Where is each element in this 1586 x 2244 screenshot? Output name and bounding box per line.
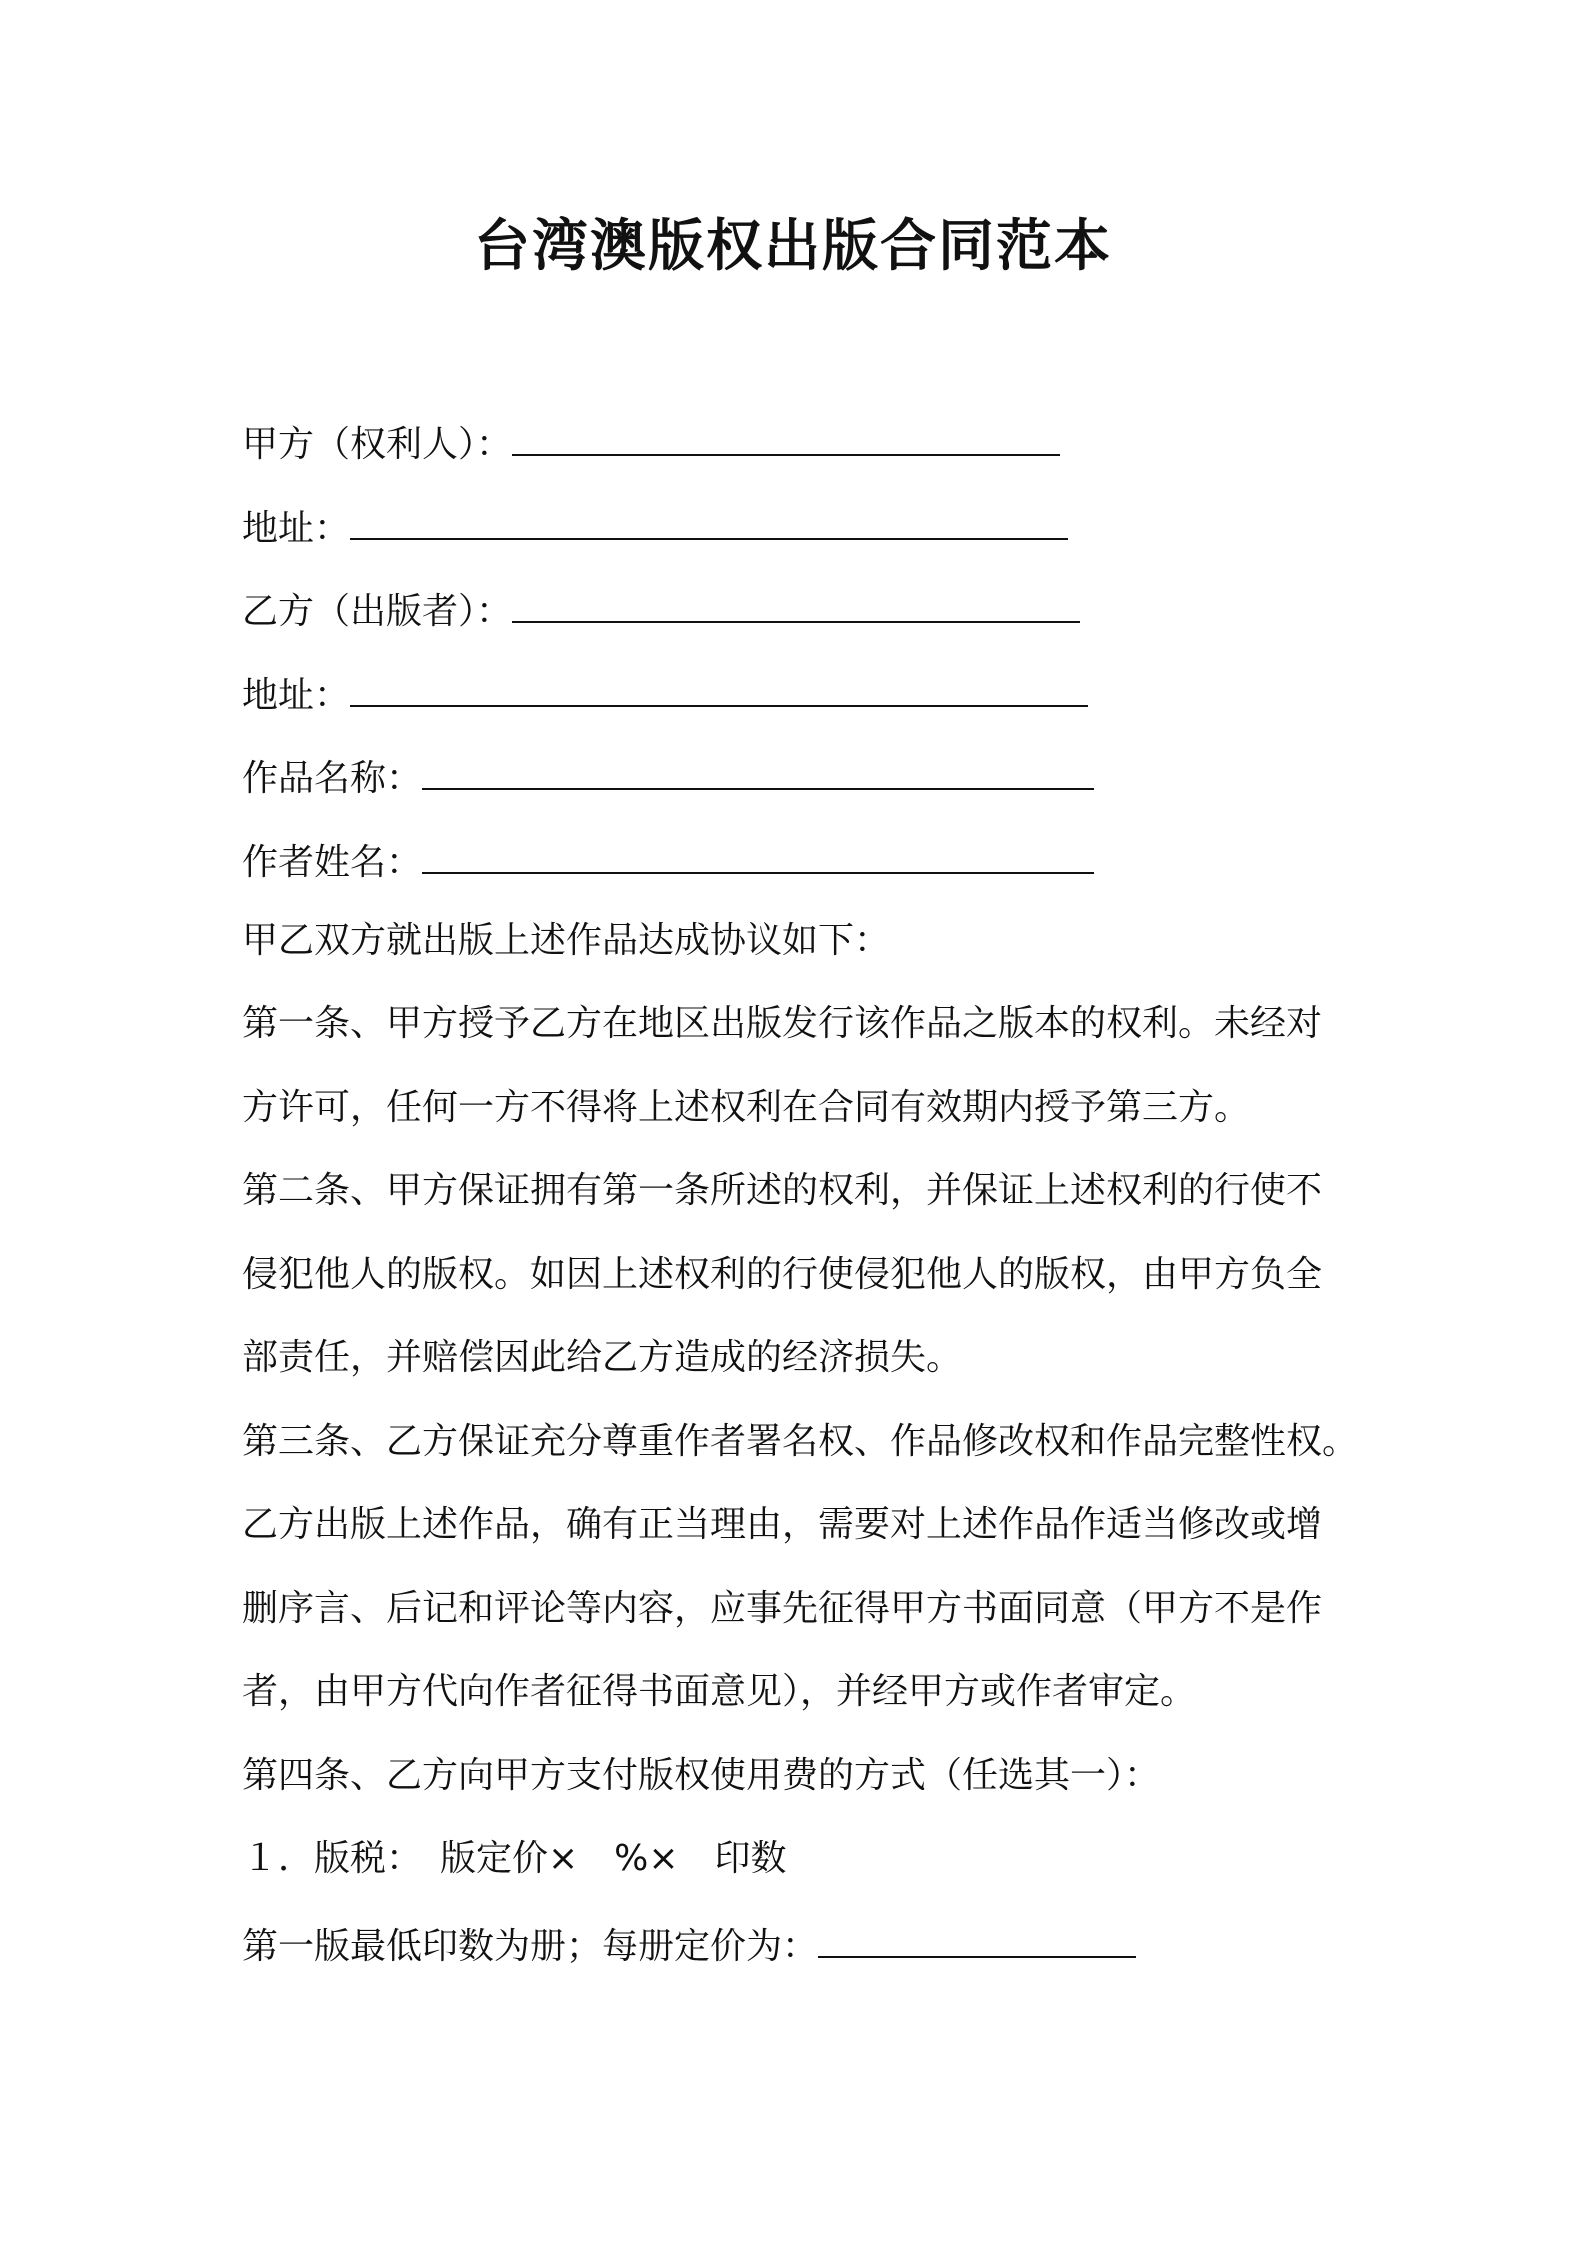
article-2-line-3: 部责任，并赔偿因此给乙方造成的经济损失。 xyxy=(242,1337,963,1378)
author-name-label: 作者姓名： xyxy=(242,842,423,883)
address-b-label: 地址： xyxy=(242,675,351,716)
party-a-row xyxy=(242,416,1060,469)
address-b-blank[interactable] xyxy=(350,667,1088,707)
royalty-option-line: １．版税： 版定价× %× 印数 xyxy=(242,1838,787,1879)
unit-price-blank[interactable] xyxy=(818,1918,1136,1958)
article-1-line-1: 第一条、甲方授予乙方在地区出版发行该作品之版本的权利。未经对 xyxy=(242,1003,1323,1044)
min-print-row xyxy=(242,1918,1136,1971)
article-2-line-2: 侵犯他人的版权。如因上述权利的行使侵犯他人的版权，由甲方负全 xyxy=(242,1254,1323,1295)
article-4-line-1: 第四条、乙方向甲方支付版权使用费的方式（任选其一）： xyxy=(242,1755,1161,1796)
document-title: 台湾澳版权出版合同范本 xyxy=(474,214,1112,279)
party-a-blank[interactable] xyxy=(512,416,1060,456)
article-3-line-3: 删序言、后记和评论等内容，应事先征得甲方书面同意（甲方不是作 xyxy=(242,1588,1323,1629)
min-print-label: 第一版最低印数为册；每册定价为： xyxy=(242,1926,819,1967)
address-b-row xyxy=(242,667,1088,720)
article-1-line-2: 方许可，任何一方不得将上述权利在合同有效期内授予第三方。 xyxy=(242,1087,1251,1128)
party-b-blank[interactable] xyxy=(512,583,1080,623)
work-title-label: 作品名称： xyxy=(242,758,423,799)
address-a-row xyxy=(242,500,1068,553)
intro-line: 甲乙双方就出版上述作品达成协议如下： xyxy=(242,920,891,961)
article-3-line-4: 者，由甲方代向作者征得书面意见），并经甲方或作者审定。 xyxy=(242,1671,1197,1712)
work-title-row xyxy=(242,750,1094,803)
author-name-blank[interactable] xyxy=(422,834,1094,874)
party-a-label: 甲方（权利人）： xyxy=(242,424,513,465)
article-3-line-1: 第三条、乙方保证充分尊重作者署名权、作品修改权和作品完整性权。 xyxy=(242,1421,1359,1462)
address-a-label: 地址： xyxy=(242,508,351,549)
article-3-line-2: 乙方出版上述作品，确有正当理由，需要对上述作品作适当修改或增 xyxy=(242,1504,1323,1545)
party-b-label: 乙方（出版者）： xyxy=(242,591,513,632)
article-2-line-1: 第二条、甲方保证拥有第一条所述的权利，并保证上述权利的行使不 xyxy=(242,1170,1323,1211)
address-a-blank[interactable] xyxy=(350,500,1068,540)
party-b-row xyxy=(242,583,1080,636)
work-title-blank[interactable] xyxy=(422,750,1094,790)
author-name-row xyxy=(242,834,1094,887)
